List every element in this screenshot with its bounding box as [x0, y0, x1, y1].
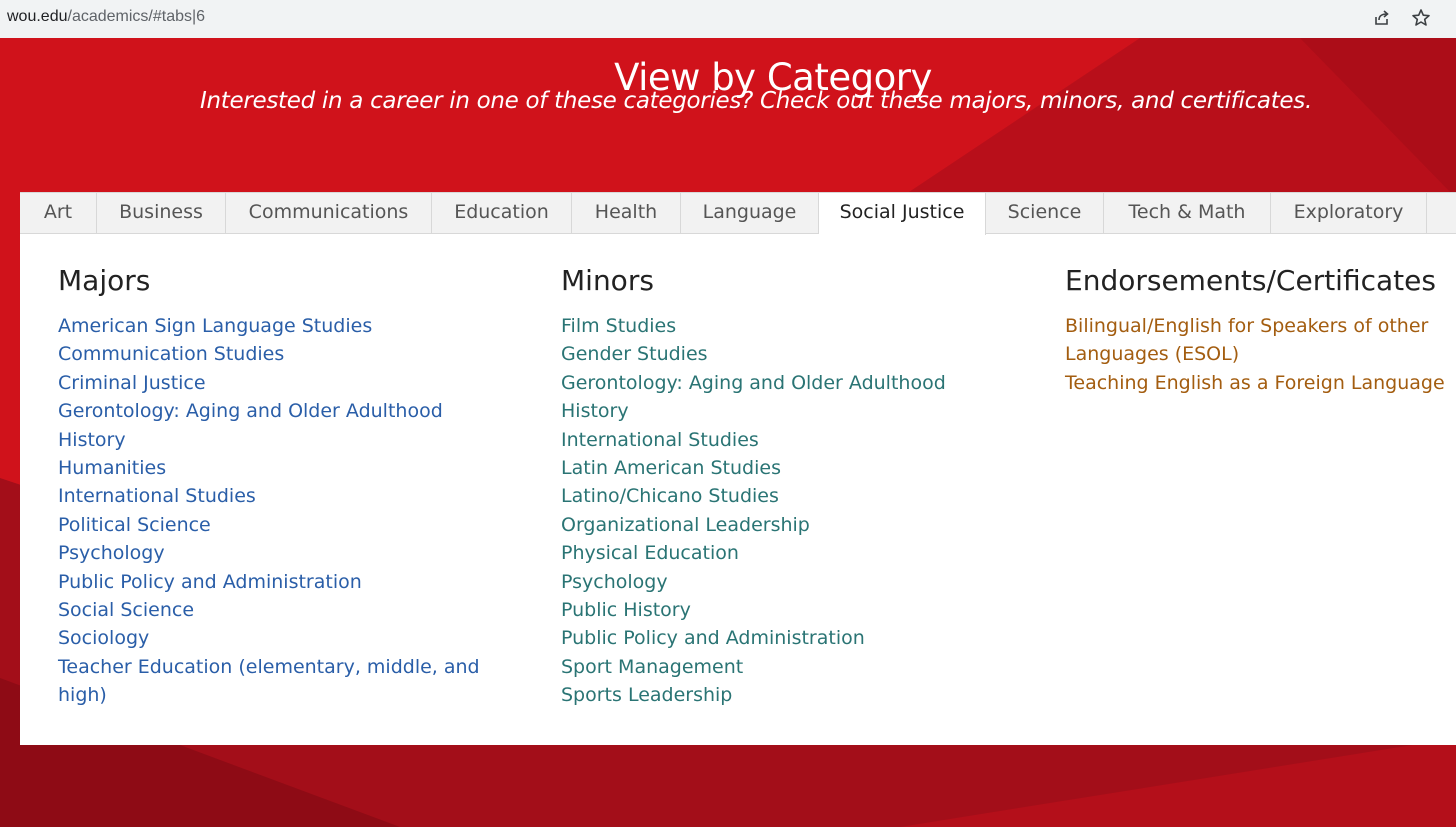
majors-list — [58, 312, 498, 710]
major-link[interactable]: Communication Studies — [58, 343, 285, 366]
certificate-link[interactable]: Bilingual/English for Speakers of other Languages (ESOL) — [1065, 315, 1429, 366]
certificates-heading: Endorsements/Certificates — [1065, 264, 1436, 297]
list-item — [58, 454, 498, 482]
tab-communications[interactable]: Communications — [226, 193, 432, 234]
list-item — [58, 482, 498, 510]
certificate-link[interactable]: Teaching English as a Foreign Language — [1065, 371, 1445, 394]
tab-art[interactable]: Art — [20, 193, 97, 234]
major-link[interactable]: Public Policy and Administration — [58, 570, 362, 593]
minor-link[interactable]: International Studies — [561, 428, 759, 451]
minor-link[interactable]: Gender Studies — [561, 343, 708, 366]
major-link[interactable]: Social Science — [58, 599, 195, 622]
major-link[interactable]: Political Science — [58, 513, 211, 536]
minor-link[interactable]: Physical Education — [561, 542, 739, 565]
page-title: View by Category — [614, 56, 932, 99]
major-link[interactable]: Teacher Education (elementary, middle, and high) — [58, 655, 480, 707]
major-link[interactable]: International Studies — [58, 485, 256, 508]
major-link[interactable]: History — [58, 428, 126, 451]
minor-link[interactable]: Organizational Leadership — [561, 513, 810, 536]
list-item — [561, 426, 1001, 454]
list-item — [58, 340, 498, 368]
majors-heading: Majors — [58, 264, 151, 297]
minors-list — [561, 312, 1001, 710]
list-item — [58, 397, 498, 425]
minor-link[interactable]: Public Policy and Administration — [561, 627, 865, 650]
list-item — [58, 511, 498, 539]
tab-exploratory[interactable]: Exploratory — [1271, 193, 1427, 234]
browser-url-bar[interactable] — [0, 0, 1456, 38]
list-item — [1065, 369, 1450, 397]
minor-link[interactable]: Public History — [561, 599, 691, 622]
tab-language[interactable]: Language — [681, 193, 819, 234]
tab-business[interactable]: Business — [97, 193, 226, 234]
major-link[interactable]: Psychology — [58, 542, 165, 565]
list-item — [561, 369, 1001, 397]
major-link[interactable]: American Sign Language Studies — [58, 315, 373, 337]
list-item — [58, 539, 498, 567]
url-path: /academics/#tabs|6 — [67, 8, 206, 25]
minor-link[interactable]: Latino/Chicano Studies — [561, 485, 779, 508]
star-icon[interactable] — [1409, 6, 1433, 30]
list-item — [58, 653, 498, 710]
list-item — [561, 681, 1001, 709]
major-link[interactable]: Criminal Justice — [58, 371, 206, 394]
minor-link[interactable]: Film Studies — [561, 315, 677, 337]
list-item — [1065, 312, 1450, 369]
list-item — [561, 397, 1001, 425]
minors-heading: Minors — [561, 264, 654, 297]
list-item — [561, 653, 1001, 681]
share-icon[interactable] — [1370, 6, 1394, 30]
minor-link[interactable]: History — [561, 400, 629, 423]
major-link[interactable]: Gerontology: Aging and Older Adulthood — [58, 400, 443, 423]
major-link[interactable]: Humanities — [58, 457, 167, 480]
list-item — [58, 624, 498, 652]
list-item — [58, 596, 498, 624]
list-item — [58, 568, 498, 596]
certificates-column — [1065, 258, 1450, 397]
list-item — [561, 482, 1001, 510]
list-item — [561, 624, 1001, 652]
majors-column — [58, 258, 498, 710]
list-item — [58, 312, 498, 340]
url-text[interactable] — [7, 8, 205, 26]
list-item — [58, 369, 498, 397]
list-item — [561, 454, 1001, 482]
minor-link[interactable]: Latin American Studies — [561, 457, 781, 480]
tab-science[interactable]: Science — [986, 193, 1104, 234]
page-subtitle: Interested in a career in one of these categories? Check out these majors, minors, and certificates. — [200, 88, 1312, 114]
certificates-list — [1065, 312, 1450, 397]
category-tabs — [20, 192, 1456, 234]
tab-education[interactable]: Education — [432, 193, 572, 234]
minor-link[interactable]: Gerontology: Aging and Older Adulthood — [561, 371, 946, 394]
minors-column — [561, 258, 1001, 710]
minor-link[interactable]: Psychology — [561, 570, 668, 593]
tab-social-justice[interactable]: Social Justice — [819, 193, 986, 235]
tab-health[interactable]: Health — [572, 193, 681, 234]
category-panel — [20, 192, 1456, 745]
list-item — [561, 340, 1001, 368]
url-host: wou.edu — [7, 8, 68, 25]
major-link[interactable]: Sociology — [58, 627, 150, 650]
list-item — [561, 511, 1001, 539]
minor-link[interactable]: Sports Leadership — [561, 684, 733, 707]
list-item — [561, 312, 1001, 340]
minor-link[interactable]: Sport Management — [561, 655, 744, 678]
list-item — [561, 596, 1001, 624]
list-item — [561, 539, 1001, 567]
list-item — [58, 426, 498, 454]
tab-tech-math[interactable]: Tech & Math — [1104, 193, 1271, 234]
list-item — [561, 568, 1001, 596]
